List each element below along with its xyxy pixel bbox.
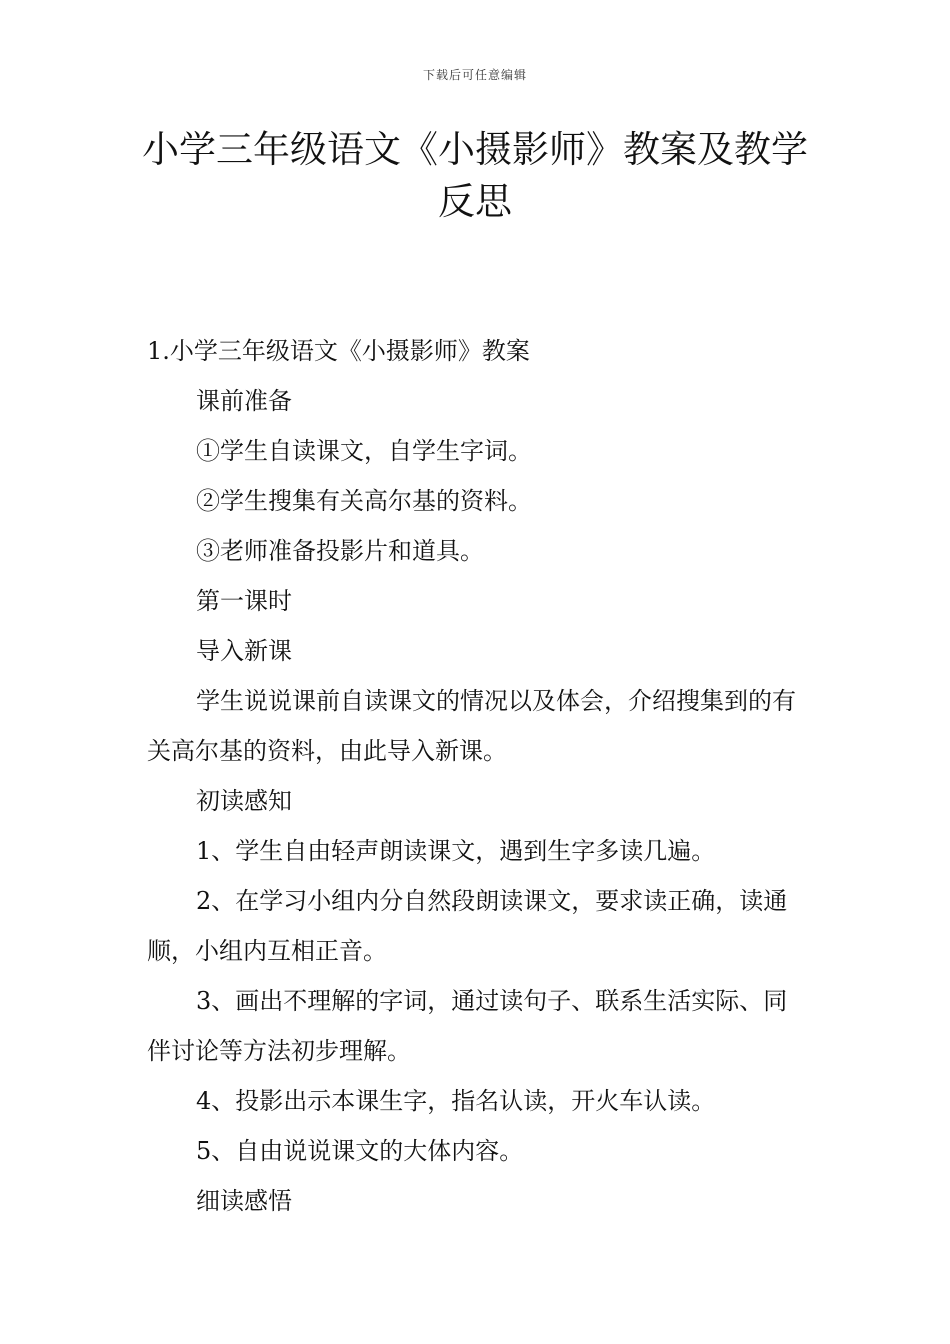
paragraph-first-lesson-heading: 第一课时 <box>196 587 292 615</box>
section-heading: 1.小学三年级语文《小摄影师》教案 <box>147 337 530 365</box>
paragraph-prep-item-1: ①学生自读课文，自学生字词。 <box>196 437 532 465</box>
paragraph-step-1: 1、学生自由轻声朗读课文，遇到生字多读几遍。 <box>196 837 716 865</box>
paragraph-first-reading-heading: 初读感知 <box>196 787 292 815</box>
paragraph-close-reading-heading: 细读感悟 <box>196 1187 292 1215</box>
paragraph-step-2: 2、在学习小组内分自然段朗读课文，要求读正确，读通顺，小组内互相正音。 <box>147 887 788 965</box>
paragraph-intro-body: 学生说说课前自读课文的情况以及体会，介绍搜集到的有关高尔基的资料，由此导入新课。 <box>147 687 796 765</box>
document-title-line-2: 反思 <box>438 180 512 223</box>
paragraph-step-3: 3、画出不理解的字词，通过读句子、联系生活实际、同伴讨论等方法初步理解。 <box>147 987 788 1065</box>
paragraph-step-4: 4、投影出示本课生字，指名认读，开火车认读。 <box>196 1087 716 1115</box>
paragraph-preparation-heading: 课前准备 <box>196 387 292 415</box>
paragraph-prep-item-3: ③老师准备投影片和道具。 <box>196 537 484 565</box>
document-body <box>147 326 807 1226</box>
document-title <box>0 124 950 228</box>
page-header-note: 下载后可任意编辑 <box>422 68 527 82</box>
paragraph-step-5: 5、自由说说课文的大体内容。 <box>196 1137 524 1165</box>
paragraph-prep-item-2: ②学生搜集有关高尔基的资料。 <box>196 487 532 515</box>
document-title-line-1: 小学三年级语文《小摄影师》教案及教学 <box>142 128 808 171</box>
paragraph-intro-heading: 导入新课 <box>196 637 292 665</box>
